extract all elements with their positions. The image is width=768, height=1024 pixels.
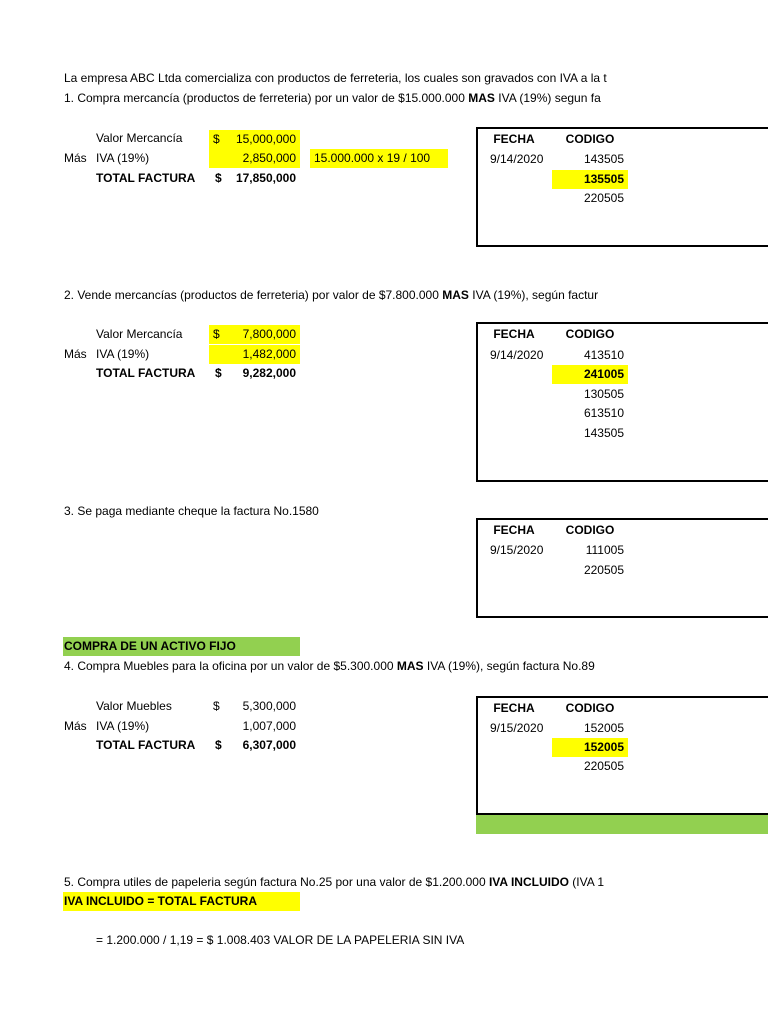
s1-total-label: TOTAL FACTURA: [96, 171, 196, 185]
s1-codigo-3: 220505: [583, 191, 624, 205]
s1-total: 17,850,000: [235, 171, 296, 185]
iva-incluido-banner: IVA INCLUIDO = TOTAL FACTURA: [63, 892, 300, 911]
s2-codigo-3: 130505: [583, 387, 624, 401]
s1-iva: 2,850,000: [209, 149, 300, 168]
s2-journal-box: [476, 322, 768, 482]
s1-iva-label: IVA (19%): [96, 151, 150, 165]
s1-fecha: 9/14/2020: [490, 152, 544, 166]
s4-journal-box: [476, 696, 768, 815]
s4-currency: $: [213, 699, 220, 713]
section-5-title: 5. Compra utiles de papeleria según factura No.25 por una valor de $1.200.000 IVA INCLUIDO (IVA 1: [64, 875, 605, 889]
s1-currency: $: [213, 132, 220, 146]
green-bar: [476, 815, 768, 834]
s4-mas: Más: [64, 719, 87, 733]
s3-fecha: 9/15/2020: [490, 543, 544, 557]
s4-iva: 1,007,000: [242, 719, 296, 733]
section-3-title: 3. Se paga mediante cheque la factura No.1580: [64, 504, 319, 518]
intro-line-1: La empresa ABC Ltda comercializa con productos de ferreteria, los cuales son gravados con IVA a la t: [64, 71, 607, 85]
s4-valor: 5,300,000: [242, 699, 296, 713]
s1-journal-box: [476, 127, 768, 247]
s4-codigo-3: 220505: [583, 759, 624, 773]
s1-mas: Más: [64, 151, 87, 165]
s2-total-currency: $: [215, 366, 222, 380]
s4-valor-label: Valor Muebles: [96, 699, 172, 713]
s1-total-currency: $: [215, 171, 222, 185]
s2-total-label: TOTAL FACTURA: [96, 366, 196, 380]
s2-fecha: 9/14/2020: [490, 348, 544, 362]
section-4-title: 4. Compra Muebles para la oficina por un valor de $5.300.000 MAS IVA (19%), según factura No.89: [64, 659, 595, 673]
s3-fecha-header: FECHA: [493, 523, 535, 537]
s3-codigo-1: 111005: [585, 543, 624, 557]
activo-fijo-banner: COMPRA DE UN ACTIVO FIJO: [63, 637, 300, 656]
s4-fecha-header: FECHA: [493, 701, 535, 715]
s4-codigo-header: CODIGO: [565, 701, 615, 715]
s1-formula: 15.000.000 x 19 / 100: [310, 149, 448, 168]
s4-total: 6,307,000: [242, 738, 296, 752]
s4-codigo-2: 152005: [552, 738, 628, 757]
s1-valor: 15,000,000: [235, 132, 296, 146]
s2-valor-label: Valor Mercancía: [96, 327, 183, 341]
s1-codigo-header: CODIGO: [565, 132, 615, 146]
s4-codigo-1: 152005: [583, 721, 624, 735]
s2-mas: Más: [64, 347, 87, 361]
s2-iva: 1,482,000: [209, 345, 300, 364]
s5-formula: = 1.200.000 / 1,19 = $ 1.008.403 VALOR DE LA PAPELERIA SIN IVA: [96, 933, 465, 947]
s2-codigo-header: CODIGO: [565, 327, 615, 341]
s3-codigo-2: 220505: [583, 563, 624, 577]
s2-codigo-4: 613510: [583, 406, 624, 420]
s4-fecha: 9/15/2020: [490, 721, 544, 735]
s1-codigo-2: 135505: [552, 170, 628, 189]
s3-journal-box: [476, 518, 768, 618]
s2-total: 9,282,000: [242, 366, 296, 380]
s2-codigo-1: 413510: [583, 348, 624, 362]
s1-fecha-header: FECHA: [493, 132, 535, 146]
s2-fecha-header: FECHA: [493, 327, 535, 341]
s1-codigo-1: 143505: [583, 152, 624, 166]
s2-valor-cell: [209, 325, 300, 344]
s2-codigo-2: 241005: [552, 365, 628, 384]
s4-total-label: TOTAL FACTURA: [96, 738, 196, 752]
s1-valor-cell: [209, 130, 300, 149]
s2-codigo-5: 143505: [583, 426, 624, 440]
section-1-title: 1. Compra mercancía (productos de ferreteria) por un valor de $15.000.000 MAS IVA (19%) segun fa: [64, 91, 601, 105]
s4-iva-label: IVA (19%): [96, 719, 150, 733]
section-2-title: 2. Vende mercancías (productos de ferreteria) por valor de $7.800.000 MAS IVA (19%), según factur: [64, 288, 599, 302]
s2-iva-label: IVA (19%): [96, 347, 150, 361]
s2-valor: 7,800,000: [242, 327, 296, 341]
s2-currency: $: [213, 327, 220, 341]
s3-codigo-header: CODIGO: [565, 523, 615, 537]
s1-valor-label: Valor Mercancía: [96, 131, 183, 145]
s4-total-currency: $: [215, 738, 222, 752]
